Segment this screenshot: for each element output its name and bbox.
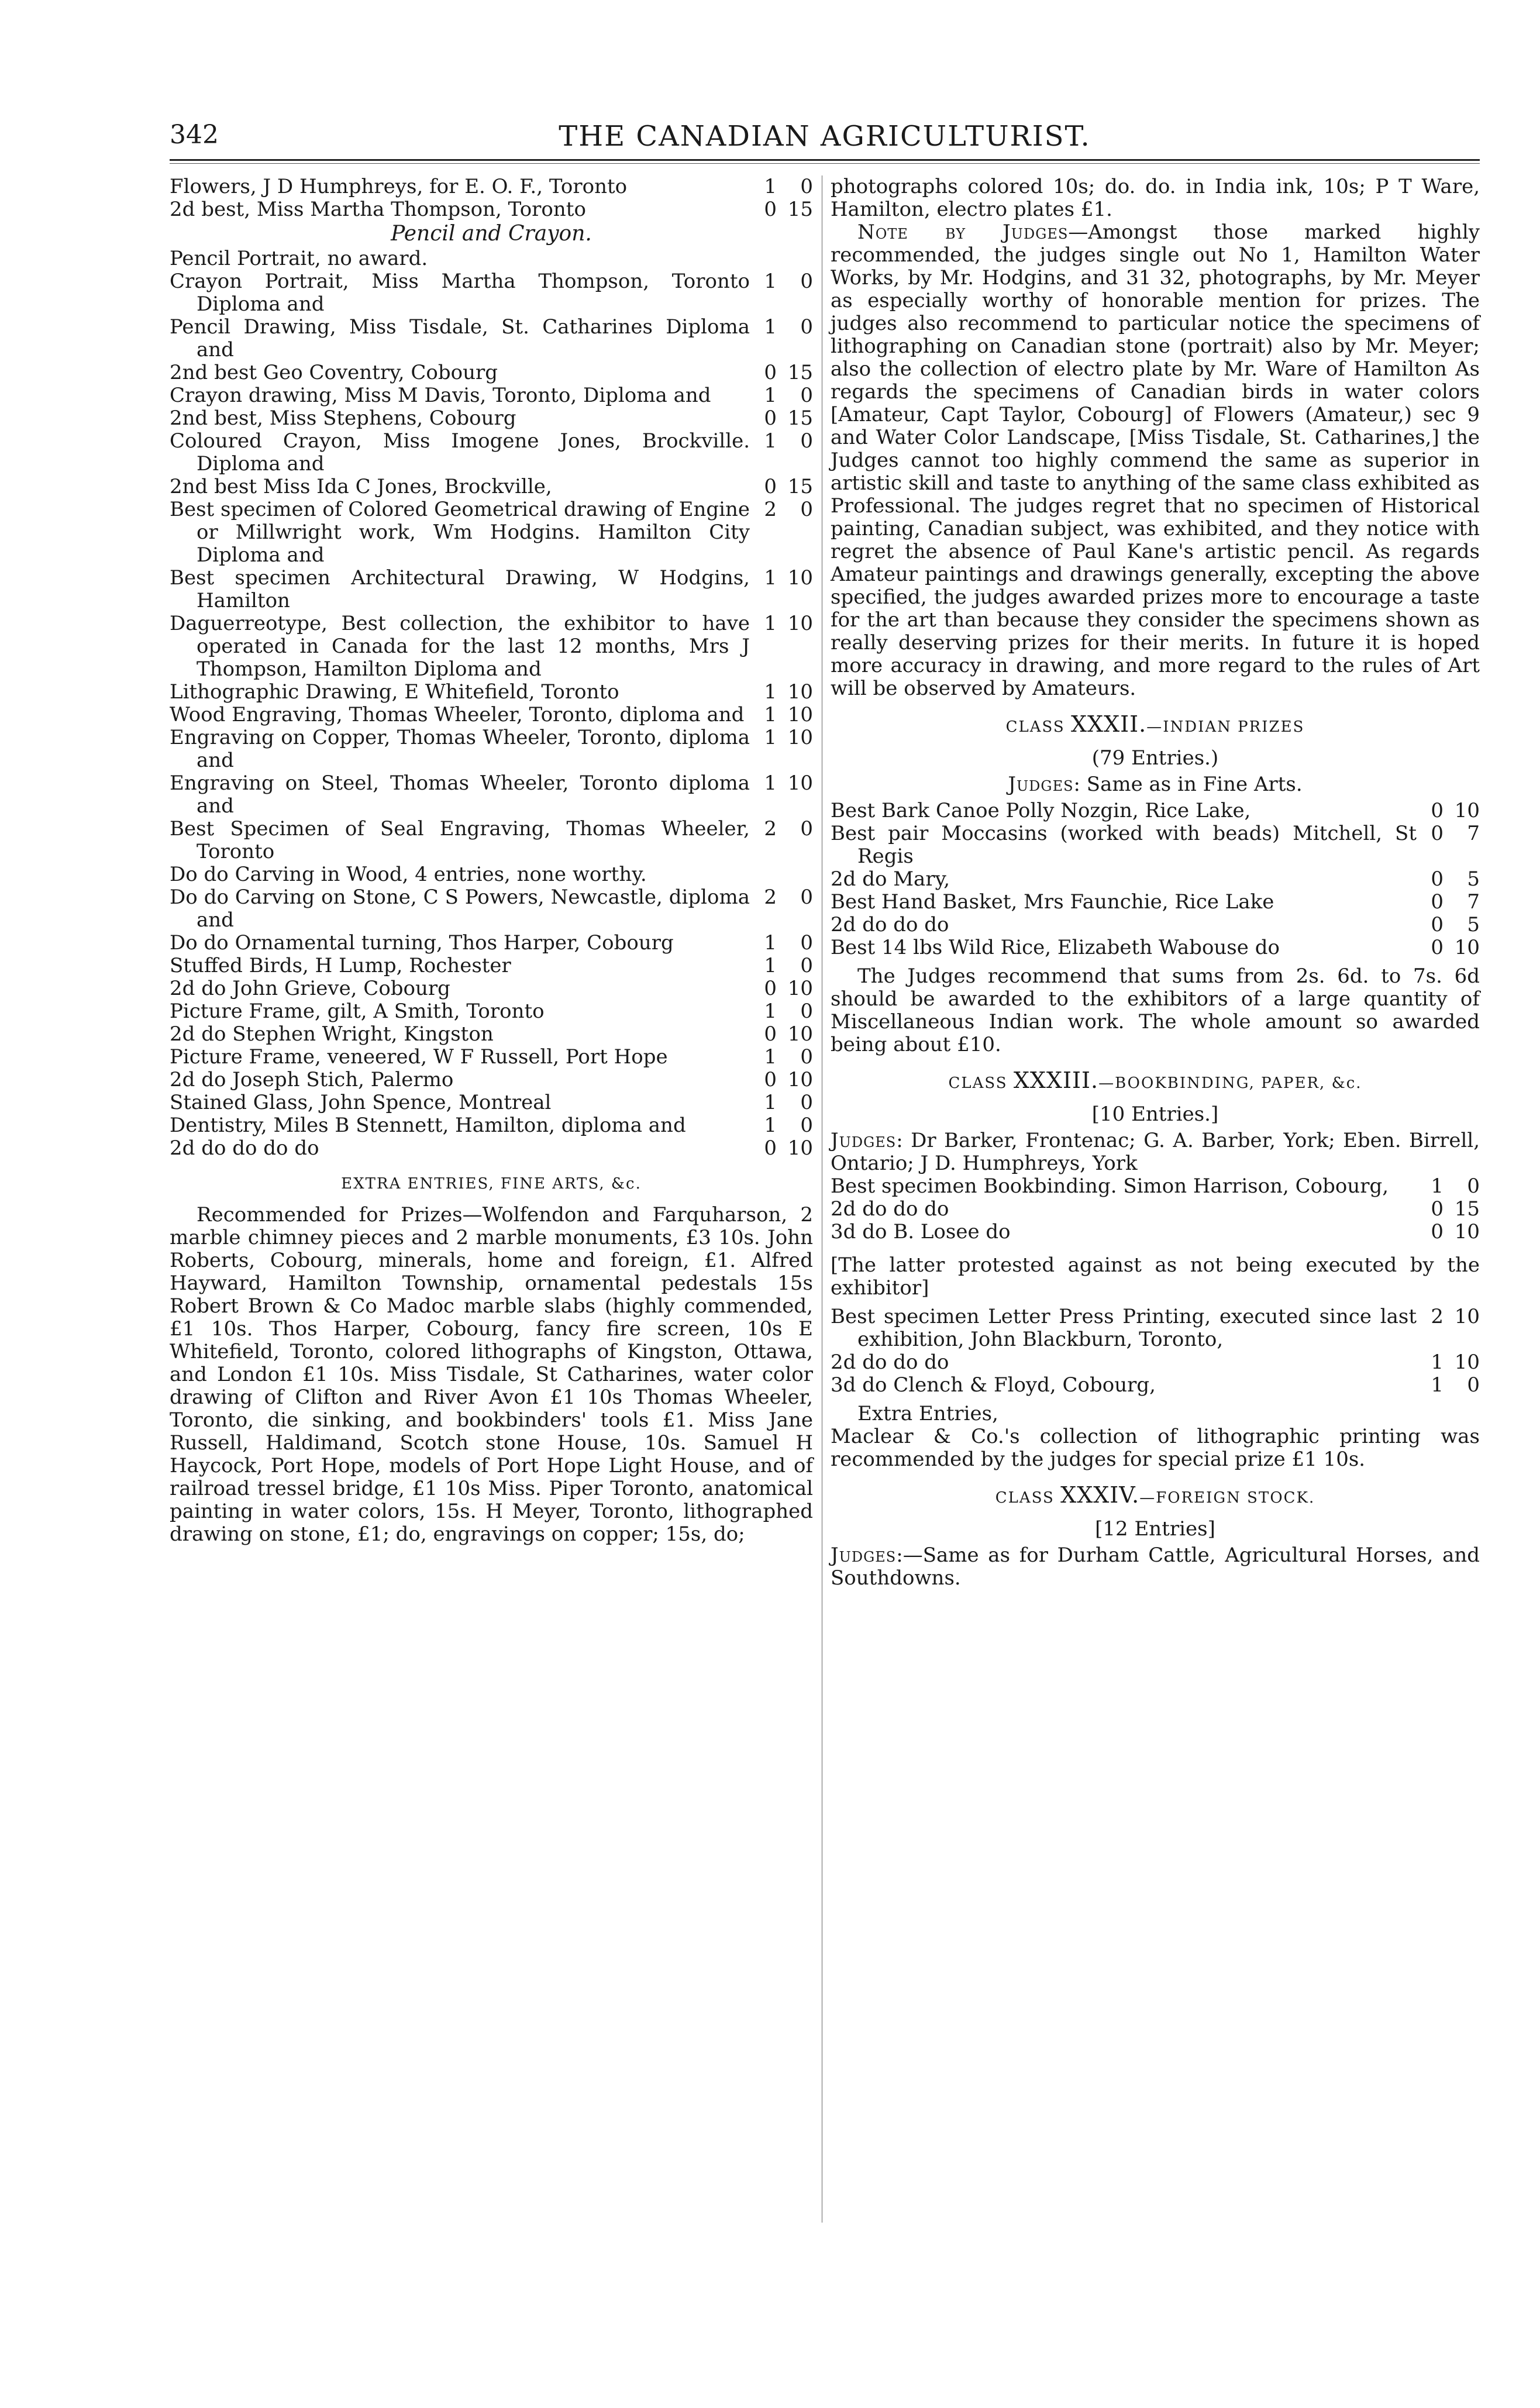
prize-shillings: 0 <box>800 1045 813 1069</box>
prize-shillings: 10 <box>787 680 813 704</box>
prize-entry <box>170 726 813 772</box>
header-rule-thin <box>170 163 1480 164</box>
judges-note-text: —Amongst those marked highly recommended, the judges single out No 1, Hamilton Water Works, by Mr. Hodgins, and 31 32, photographs, by Mr. Meyer as especially worthy of honorable mention for prizes. The judges also recommend to particular notice the specimens of lithographing on Canadian stone (portrait) also by Mr. Meyer; also the collection of electro plate by Mr. Ware of Hamilton As regards the specimens of Canadian birds in water colors [Amateur, Capt Taylor, Cobourg] of Flowers (Amateur,) sec 9 and Water Color Landscape, [Miss Tisdale, St. Catharines,] the Judges cannot too highly commend the same as superior in artistic skill and taste to anything of the same class exhibited as Professional. The judges regret that no specimen of Historical painting, Canadian subject, was exhibited, and they notice with regret the absence of Paul Kane's artistic pencil. As regards Amateur paintings and drawings generally, excepting the above specified, the judges awarded prizes more to encourage a taste for the art than because they consider the specimens shown as really deserving prizes for their merits. In future it is hoped more accuracy in drawing, and more regard to the rules of Art will be observed by Amateurs. <box>831 221 1480 700</box>
prize-pounds: 0 <box>1431 867 1443 891</box>
prize-shillings: 10 <box>787 703 813 726</box>
prize-shillings: 10 <box>1454 936 1480 959</box>
prize-shillings: 0 <box>800 1000 813 1023</box>
prize-entry-text: Best Specimen of Seal Engraving, Thomas Wheeler, Toronto <box>170 817 750 863</box>
prize-list <box>831 800 1480 959</box>
right-column <box>831 175 1480 1590</box>
page-header <box>170 120 1480 161</box>
prize-entry-text: Engraving on Copper, Thomas Wheeler, Toronto, diploma and <box>170 726 750 772</box>
class-33-protest-note: [The latter protested against as not being executed by the exhibitor] <box>831 1253 1480 1300</box>
prize-pounds: 1 <box>764 1000 777 1023</box>
prize-entry <box>831 822 1480 868</box>
prize-entry-text: Best Hand Basket, Mrs Faunchie, Rice Lake <box>831 890 1274 914</box>
prize-entry <box>831 936 1480 959</box>
prize-pounds: 1 <box>764 1114 777 1137</box>
prize-entry-text: Crayon drawing, Miss M Davis, Toronto, Diploma and <box>170 384 711 407</box>
prize-entry <box>831 1175 1480 1198</box>
prize-shillings: 10 <box>1454 1351 1480 1374</box>
prize-shillings: 0 <box>1467 1174 1480 1198</box>
prize-pounds: 0 <box>1431 913 1443 936</box>
prize-shillings: 10 <box>787 1136 813 1160</box>
prize-entry-text: Coloured Crayon, Miss Imogene Jones, Brockville. Diploma and <box>170 429 750 476</box>
prize-entry-text: Daguerreotype, Best collection, the exhibitor to have operated in Canada for the last 12 months, Mrs J Thompson, Hamilton Diploma and <box>170 612 750 681</box>
prize-pounds: 0 <box>764 198 777 221</box>
prize-pounds: 1 <box>764 680 777 704</box>
prize-shillings: 10 <box>787 1022 813 1046</box>
prize-entry <box>170 567 813 612</box>
section-heading-pencil: Pencil and Crayon. <box>391 222 592 246</box>
prize-list <box>831 1305 1480 1397</box>
prize-entry-text: 2d do John Grieve, Cobourg <box>170 977 450 1000</box>
prize-shillings: 0 <box>800 1114 813 1137</box>
prize-pounds: 0 <box>764 475 777 498</box>
prize-pounds: 1 <box>764 429 777 453</box>
prize-entry <box>170 681 813 704</box>
extra-entries-paragraph: Recommended for Prizes—Wolfendon and Farquharson, 2 marble chimney pieces and 2 marble monuments, £3 10s. John Roberts, Cobourg, minerals, home and foreign, £1. Alfred Hayward, Hamilton Township, ornamental pedestals 15s Robert Brown & Co Madoc marble slabs (highly commended, £1 10s. Thos Harper, Cobourg, fancy fire screen, 10s E Whitefield, Toronto, colored lithographs of Kingston, Ottawa, and London £1 10s. Miss Tisdale, St Catharines, water color drawing of Clifton and River Avon £1 10s Thomas Wheeler, Toronto, die sinking, and bookbinders' tools £1. Miss Jane Russell, Haldimand, Scotch stone House, 10s. Samuel H Haycock, Port Hope, models of Port Hope Light House, and of railroad tressel bridge, £1 10s Miss. Piper Toronto, anatomical painting in water colors, 15s. H Meyer, Toronto, lithographed drawing on stone, £1; do, engravings on copper; 15s, do; <box>170 1203 813 1546</box>
prize-entry-text: Do do Ornamental turning, Thos Harper, Cobourg <box>170 931 674 955</box>
prize-pounds: 1 <box>764 1091 777 1114</box>
class-34-entry-count: [12 Entries] <box>1095 1517 1215 1541</box>
prize-pounds: 1 <box>1431 1373 1443 1397</box>
prize-shillings: 0 <box>800 270 813 293</box>
prize-entry-text: Engraving on Steel, Thomas Wheeler, Toronto diploma and <box>170 771 750 818</box>
prize-shillings: 0 <box>800 954 813 977</box>
class-32-recommendation: The Judges recommend that sums from 2s. 6d. to 7s. 6d should be awarded to the exhibitors of a large quantity of Miscellaneous Indian work. The whole amount so awarded being about £10. <box>831 964 1480 1056</box>
prize-entry-text: Picture Frame, veneered, W F Russell, Port Hope <box>170 1045 668 1069</box>
prize-entry <box>831 1221 1480 1243</box>
prize-shillings: 10 <box>1454 1305 1480 1328</box>
prize-entry-text: Wood Engraving, Thomas Wheeler, Toronto, diploma and <box>170 703 745 726</box>
prize-entry <box>170 198 813 221</box>
prize-shillings: 7 <box>1467 822 1480 845</box>
prize-pounds: 1 <box>764 612 777 635</box>
page-number: 342 <box>170 120 219 150</box>
prize-pounds: 2 <box>764 498 777 521</box>
prize-entry <box>170 863 813 886</box>
prize-shillings: 5 <box>1467 867 1480 891</box>
prize-entry-text: Best specimen Architectural Drawing, W Hodgins, Hamilton <box>170 566 750 612</box>
class-33-judges: Judges: Dr Barker, Frontenac; G. A. Barber, York; Eben. Birrell, Ontario; J D. Humphreys, York <box>831 1129 1480 1175</box>
prize-entry <box>831 1198 1480 1221</box>
prize-entry-text: 2d best, Miss Martha Thompson, Toronto <box>170 198 586 221</box>
header-rule <box>170 159 1480 161</box>
prize-shillings: 10 <box>787 1068 813 1091</box>
judges-note-paragraph <box>831 221 1480 700</box>
prize-entry <box>831 1305 1480 1351</box>
prize-entry <box>170 955 813 977</box>
prize-shillings: 10 <box>787 612 813 635</box>
prize-entry <box>170 316 813 361</box>
prize-shillings: 10 <box>787 726 813 749</box>
prize-entry <box>170 270 813 316</box>
prize-pounds: 1 <box>764 931 777 955</box>
prize-entry-text: Flowers, J D Humphreys, for E. O. F., Toronto <box>170 175 628 198</box>
prize-entry <box>170 1069 813 1091</box>
prize-entry <box>170 932 813 955</box>
prize-pounds: 0 <box>1431 936 1443 959</box>
continued-paragraph: photographs colored 10s; do. do. in India ink, 10s; P T Ware, Hamilton, electro plates £1. <box>831 175 1480 221</box>
prize-entry-text: Picture Frame, gilt, A Smith, Toronto <box>170 1000 545 1023</box>
class-33-extra-paragraph: Maclear & Co.'s collection of lithographic printing was recommended by the judges for special prize £1 10s. <box>831 1425 1480 1471</box>
prize-entry-text: Best pair Moccasins (worked with beads) Mitchell, St Regis <box>831 822 1417 868</box>
prize-pounds: 0 <box>764 361 777 384</box>
prize-pounds: 1 <box>764 1045 777 1069</box>
prize-entry-text: Best specimen Bookbinding. Simon Harrison, Cobourg, <box>831 1174 1389 1198</box>
prize-entry <box>170 1000 813 1023</box>
prize-list <box>170 247 813 1160</box>
prize-entry-text: Best specimen of Colored Geometrical drawing of Engine or Millwright work, Wm Hodgins. Hamilton City Diploma and <box>170 498 750 567</box>
prize-shillings: 10 <box>787 977 813 1000</box>
prize-entry <box>170 818 813 863</box>
prize-list <box>831 1175 1480 1243</box>
prize-shillings: 10 <box>1454 1220 1480 1243</box>
class-33-heading: CLASS XXXIII.—BOOKBINDING, PAPER, &c. <box>948 1067 1362 1093</box>
prize-entry-text: 2d do do do <box>831 1197 949 1221</box>
prize-entry <box>170 1046 813 1069</box>
prize-entry <box>170 977 813 1000</box>
prize-shillings: 15 <box>787 198 813 221</box>
class-32-entry-count: (79 Entries.) <box>1091 746 1219 770</box>
class-32-heading: CLASS XXXII.—INDIAN PRIZES <box>1005 711 1305 737</box>
prize-shillings: 15 <box>787 361 813 384</box>
prize-pounds: 0 <box>764 1068 777 1091</box>
prize-entry <box>170 407 813 430</box>
prize-shillings: 10 <box>787 566 813 590</box>
prize-entry-text: Best specimen Letter Press Printing, executed since last exhibition, John Blackburn, Toronto, <box>831 1305 1417 1351</box>
prize-pounds: 1 <box>764 175 777 198</box>
prize-shillings: 0 <box>800 817 813 840</box>
prize-entry <box>170 175 813 198</box>
prize-entry <box>170 1091 813 1114</box>
prize-pounds: 2 <box>764 886 777 909</box>
prize-entry-text: 2d do Stephen Wright, Kingston <box>170 1022 494 1046</box>
prize-entry-text: 2d do Mary, <box>831 867 950 891</box>
prize-entry-text: 2d do do do <box>831 913 949 936</box>
prize-entry-text: Crayon Portrait, Miss Martha Thompson, Toronto Diploma and <box>170 270 750 316</box>
prize-entry <box>831 868 1480 891</box>
running-title: THE CANADIAN AGRICULTURIST. <box>559 120 1091 153</box>
prize-entry <box>170 1023 813 1046</box>
class-34-judges: Judges:—Same as for Durham Cattle, Agricultural Horses, and Southdowns. <box>831 1544 1480 1590</box>
prize-pounds: 0 <box>1431 1197 1443 1221</box>
prize-shillings: 0 <box>800 315 813 339</box>
prize-entry <box>831 891 1480 914</box>
prize-list <box>170 175 813 221</box>
prize-entry-text: 2nd best Miss Ida C Jones, Brockville, <box>170 475 552 498</box>
prize-shillings: 10 <box>787 771 813 795</box>
prize-pounds: 0 <box>1431 1220 1443 1243</box>
prize-shillings: 0 <box>800 931 813 955</box>
prize-entry-text: Best Bark Canoe Polly Nozgin, Rice Lake, <box>831 799 1251 822</box>
prize-pounds: 2 <box>1431 1305 1443 1328</box>
prize-shillings: 0 <box>1467 1373 1480 1397</box>
prize-shillings: 0 <box>800 429 813 453</box>
prize-shillings: 0 <box>800 886 813 909</box>
prize-shillings: 7 <box>1467 890 1480 914</box>
prize-pounds: 1 <box>764 771 777 795</box>
prize-shillings: 10 <box>1454 799 1480 822</box>
class-33-extra-label: Extra Entries, <box>857 1402 998 1425</box>
prize-pounds: 0 <box>764 977 777 1000</box>
prize-entry <box>170 384 813 407</box>
prize-pounds: 0 <box>764 1022 777 1046</box>
prize-pounds: 1 <box>764 315 777 339</box>
prize-entry <box>170 1114 813 1137</box>
prize-shillings: 0 <box>800 498 813 521</box>
prize-shillings: 0 <box>800 1091 813 1114</box>
prize-entry <box>170 430 813 476</box>
prize-pounds: 2 <box>764 817 777 840</box>
prize-pounds: 1 <box>764 566 777 590</box>
prize-entry <box>170 498 813 567</box>
prize-entry-text: 2nd best Geo Coventry, Cobourg <box>170 361 498 384</box>
prize-entry <box>831 1374 1480 1397</box>
prize-entry <box>170 476 813 498</box>
prize-pounds: 0 <box>764 1136 777 1160</box>
prize-shillings: 15 <box>787 406 813 430</box>
prize-pounds: 1 <box>1431 1351 1443 1374</box>
prize-pounds: 0 <box>1431 890 1443 914</box>
prize-entry-text: Stained Glass, John Spence, Montreal <box>170 1091 552 1114</box>
prize-pounds: 1 <box>1431 1174 1443 1198</box>
prize-entry-text: Do do Carving in Wood, 4 entries, none worthy. <box>170 863 647 886</box>
prize-shillings: 0 <box>800 175 813 198</box>
prize-entry <box>170 1137 813 1160</box>
prize-entry <box>170 772 813 818</box>
prize-pounds: 0 <box>764 406 777 430</box>
prize-entry <box>831 800 1480 822</box>
prize-entry <box>170 886 813 932</box>
prize-pounds: 1 <box>764 270 777 293</box>
prize-entry <box>831 1351 1480 1374</box>
class-34-heading: CLASS XXXIV.—FOREIGN STOCK. <box>995 1482 1315 1508</box>
prize-entry-text: 3d do B. Losee do <box>831 1220 1011 1243</box>
prize-entry <box>831 914 1480 936</box>
prize-pounds: 0 <box>1431 799 1443 822</box>
prize-pounds: 1 <box>764 954 777 977</box>
class-32-judges: Judges: Same as in Fine Arts. <box>1008 773 1303 796</box>
prize-shillings: 15 <box>787 475 813 498</box>
prize-pounds: 1 <box>764 384 777 407</box>
prize-shillings: 0 <box>800 384 813 407</box>
prize-entry <box>170 704 813 726</box>
prize-entry-text: 2d do Joseph Stich, Palermo <box>170 1068 454 1091</box>
prize-pounds: 0 <box>1431 822 1443 845</box>
prize-entry-text: Stuffed Birds, H Lump, Rochester <box>170 954 511 977</box>
prize-pounds: 1 <box>764 703 777 726</box>
prize-entry-text: Dentistry, Miles B Stennett, Hamilton, diploma and <box>170 1114 686 1137</box>
prize-entry-text: Best 14 lbs Wild Rice, Elizabeth Wabouse do <box>831 936 1280 959</box>
prize-entry <box>170 247 813 270</box>
prize-entry-text: Do do Carving on Stone, C S Powers, Newcastle, diploma and <box>170 886 750 932</box>
prize-entry-text: 3d do Clench & Floyd, Cobourg, <box>831 1373 1156 1397</box>
prize-entry-text: Lithographic Drawing, E Whitefield, Toronto <box>170 680 619 704</box>
prize-shillings: 15 <box>1454 1197 1480 1221</box>
prize-entry <box>170 612 813 681</box>
left-column <box>170 175 813 1546</box>
prize-shillings: 5 <box>1467 913 1480 936</box>
prize-entry-text: 2nd best, Miss Stephens, Cobourg <box>170 406 516 430</box>
judges-note-label: Note by Judges <box>857 221 1069 244</box>
class-33-entry-count: [10 Entries.] <box>1091 1103 1219 1126</box>
section-heading-extra-entries: EXTRA ENTRIES, FINE ARTS, &c. <box>341 1175 642 1193</box>
prize-entry-text: Pencil Portrait, no award. <box>170 247 428 270</box>
prize-entry-text: 2d do do do <box>831 1351 949 1374</box>
prize-entry-text: Pencil Drawing, Miss Tisdale, St. Catharines Diploma and <box>170 315 750 361</box>
prize-entry-text: 2d do do do do <box>170 1136 319 1160</box>
prize-pounds: 1 <box>764 726 777 749</box>
prize-entry <box>170 361 813 384</box>
